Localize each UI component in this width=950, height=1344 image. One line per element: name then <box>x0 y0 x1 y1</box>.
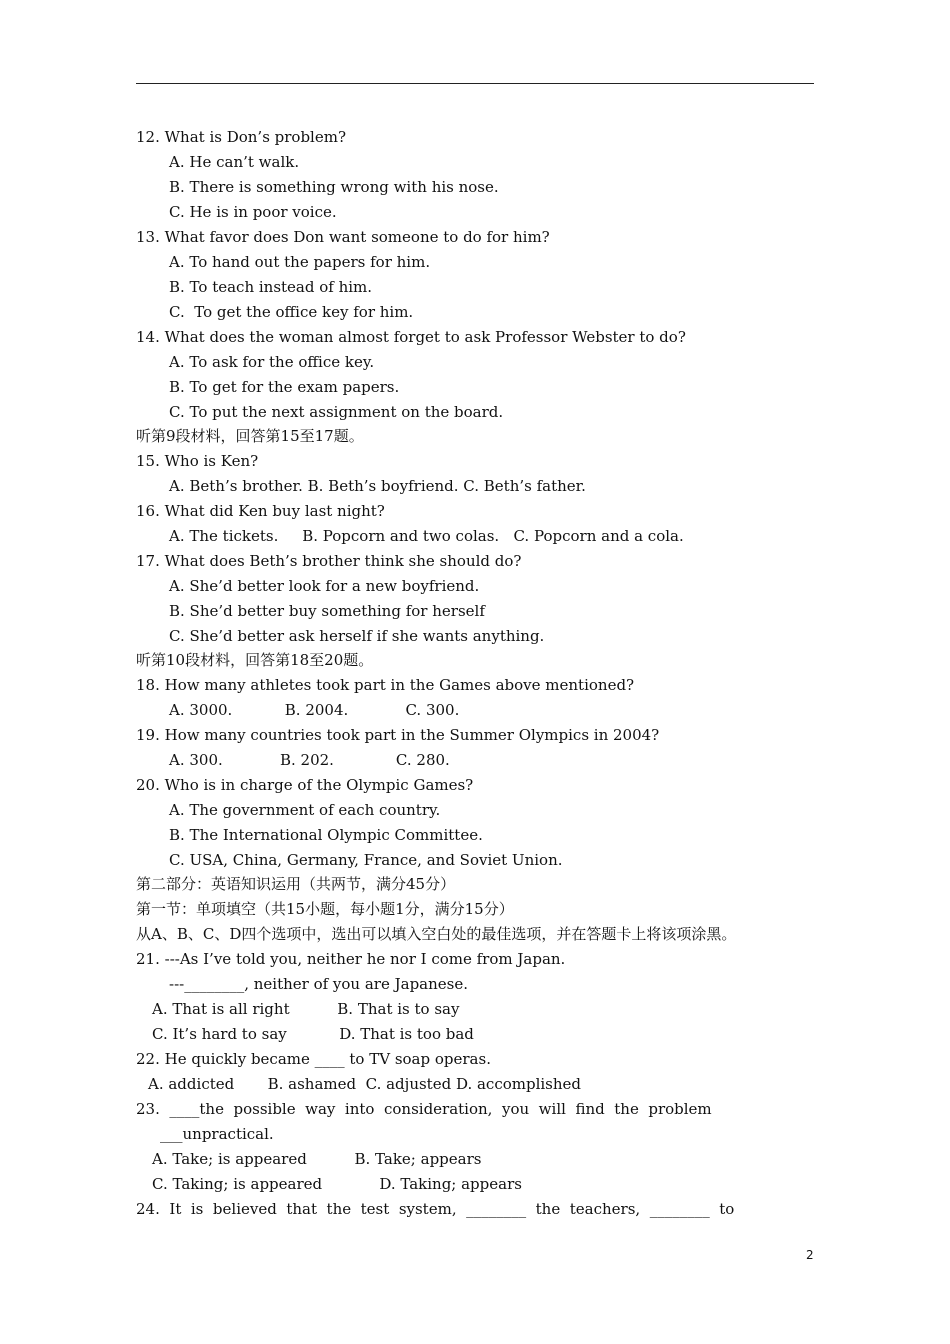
q17-option-a: A. She’d better look for a new boyfriend. <box>169 577 480 595</box>
q15-options: A. Beth’s brother. B. Beth’s boyfriend. C. Beth’s father. <box>169 477 586 495</box>
question-12: 12. What is Don’s problem? <box>136 128 346 146</box>
part-two-heading: 第二部分：英语知识运用（共两节，满分45分） <box>136 875 456 893</box>
q20-option-a: A. The government of each country. <box>169 801 441 819</box>
question-23: 23. ____the possible way into consideration, you will find the problem <box>136 1100 712 1118</box>
question-20: 20. Who is in charge of the Olympic Games? <box>136 776 474 794</box>
q20-option-b: B. The International Olympic Committee. <box>169 826 483 844</box>
section-instruction-10: 听第10段材料，回答第18至20题。 <box>136 651 374 669</box>
question-15: 15. Who is Ken? <box>136 452 259 470</box>
q14-option-a: A. To ask for the office key. <box>169 353 375 371</box>
q21-options-cd: C. It’s hard to say D. That is too bad <box>152 1025 474 1043</box>
q21-options-ab: A. That is all right B. That is to say <box>152 1000 460 1018</box>
q14-option-b: B. To get for the exam papers. <box>169 378 400 396</box>
header-rule <box>136 83 814 84</box>
q12-option-a: A. He can’t walk. <box>169 153 300 171</box>
question-14: 14. What does the woman almost forget to ask Professor Webster to do? <box>136 328 686 346</box>
q12-option-c: C. He is in poor voice. <box>169 203 337 221</box>
q17-option-b: B. She’d better buy something for herself <box>169 602 485 620</box>
question-19: 19. How many countries took part in the Summer Olympics in 2004? <box>136 726 660 744</box>
q23-options-ab: A. Take; is appeared B. Take; appears <box>152 1150 482 1168</box>
q17-option-c: C. She’d better ask herself if she wants anything. <box>169 627 545 645</box>
question-22: 22. He quickly became ____ to TV soap operas. <box>136 1050 491 1068</box>
question-13: 13. What favor does Don want someone to do for him? <box>136 228 550 246</box>
q18-options: A. 3000. B. 2004. C. 300. <box>169 701 460 719</box>
q23-continuation: ___unpractical. <box>160 1125 274 1143</box>
section-one-instruction: 从A、B、C、D四个选项中，选出可以填入空白处的最佳选项，并在答题卡上将该项涂黑。 <box>136 925 737 943</box>
q16-options: A. The tickets. B. Popcorn and two colas. C. Popcorn and a cola. <box>169 527 684 545</box>
q13-option-b: B. To teach instead of him. <box>169 278 373 296</box>
q12-option-b: B. There is something wrong with his nose. <box>169 178 499 196</box>
page-number: 2 <box>806 1248 814 1262</box>
question-24: 24. It is believed that the test system, ________ the teachers, ________ to <box>136 1200 735 1218</box>
q22-options: A. addicted B. ashamed C. adjusted D. accomplished <box>148 1075 582 1093</box>
q20-option-c: C. USA, China, Germany, France, and Soviet Union. <box>169 851 563 869</box>
section-one-heading: 第一节：单项填空（共15小题，每小题1分，满分15分） <box>136 900 514 918</box>
q21-response: ---________, neither of you are Japanese. <box>169 975 469 993</box>
question-21: 21. ---As I’ve told you, neither he nor I come from Japan. <box>136 950 566 968</box>
q19-options: A. 300. B. 202. C. 280. <box>169 751 450 769</box>
question-16: 16. What did Ken buy last night? <box>136 502 385 520</box>
q13-option-c: C. To get the office key for him. <box>169 303 414 321</box>
question-18: 18. How many athletes took part in the Games above mentioned? <box>136 676 635 694</box>
q23-options-cd: C. Taking; is appeared D. Taking; appears <box>152 1175 522 1193</box>
q13-option-a: A. To hand out the papers for him. <box>169 253 431 271</box>
question-17: 17. What does Beth’s brother think she should do? <box>136 552 522 570</box>
section-instruction-9: 听第9段材料，回答第15至17题。 <box>136 427 364 445</box>
q14-option-c: C. To put the next assignment on the board. <box>169 403 504 421</box>
